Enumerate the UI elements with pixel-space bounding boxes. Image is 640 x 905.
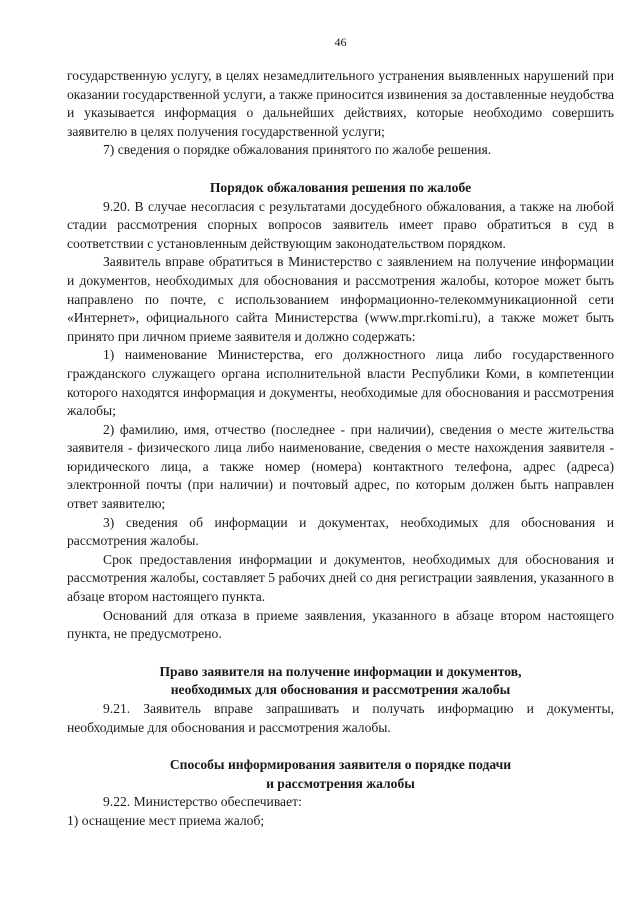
section-appeal-decision-title: Порядок обжалования решения по жалобе [209,179,472,195]
section-right-to-information-title-line-2: необходимых для обоснования и рассмотрения жалобы [170,682,511,698]
list-item-1: 1) наименование Министерства, его должностного лица либо государственного гражданского служащего органа исполнительной власти Республики Коми, в компетенции которого находятся информация и документы, необходимые для обоснования и рассмотрения жалобы; [67,347,614,419]
section-informing-methods-title-line-2: и рассмотрения жалобы [266,775,415,791]
section-right-to-information-title-line-1: Право заявителя на получение информации и документов, [159,663,522,679]
intro-item-7: 7) сведения о порядке обжалования принятого по жалобе решения. [103,142,492,158]
section-informing-methods [67,756,614,830]
paragraph-deadline: Срок предоставления информации и документов, необходимых для обоснования и рассмотрения жалобы, составляет 5 рабочих дней со дня регистрации заявления, указанного в абзаце втором настоящего пункта. [67,551,614,605]
list-item-equipment: 1) оснащение мест приема жалоб; [67,812,265,828]
list-item-3: 3) сведения об информации и документах, необходимых для обоснования и рассмотрения жалобы. [67,514,614,549]
list-item-2: 2) фамилию, имя, отчество (последнее - при наличии), сведения о месте жительства заявителя - физического лица либо наименование, сведения о месте нахождения заявителя - юридического лица, а также номер (номера) контактного телефона, адрес (адреса) электронной почты (при наличии) и почтовый адрес, по которым должен быть направлен ответ заявителю; [67,421,614,512]
section-right-to-information [67,663,614,737]
intro-block [67,67,614,160]
paragraph-9-22: 9.22. Министерство обеспечивает: [103,794,302,810]
paragraph-no-refusal: Оснований для отказа в приеме заявления, указанного в абзаце втором настоящего пункта, не предусмотрено. [67,607,614,642]
section-informing-methods-title-line-1: Способы информирования заявителя о порядке подачи [169,757,512,773]
paragraph-applicant-request: Заявитель вправе обратиться в Министерство с заявлением на получение информации и документов, необходимых для обоснования и рассмотрения жалобы, которое может быть направлено по почте, с использованием информационно-телекоммуникационной сети «Интернет», официального сайта Министерства (www.mpr.rkomi.ru), а также может быть принято при личном приеме заявителя и должно содержать: [67,254,614,344]
section-appeal-decision [67,179,614,644]
intro-continuation-paragraph: государственную услугу, в целях незамедлительного устранения выявленных нарушений при оказании государственной услуги, а также приносится извинения за доставленные неудобства и указывается информация о дальнейших действиях, которые необходимо совершить заявителю в целях получения государственной услуги; [67,68,614,139]
page-number: 46 [334,35,347,49]
paragraph-9-20: 9.20. В случае несогласия с результатами досудебного обжалования, а также на любой стадии рассмотрения спорных вопросов заявитель имеет право обратиться в суд в соответствии с установленным действующим законодательством порядком. [67,198,614,251]
paragraph-9-21: 9.21. Заявитель вправе запрашивать и получать информацию и документы, необходимые для обоснования и рассмотрения жалобы. [67,701,614,735]
